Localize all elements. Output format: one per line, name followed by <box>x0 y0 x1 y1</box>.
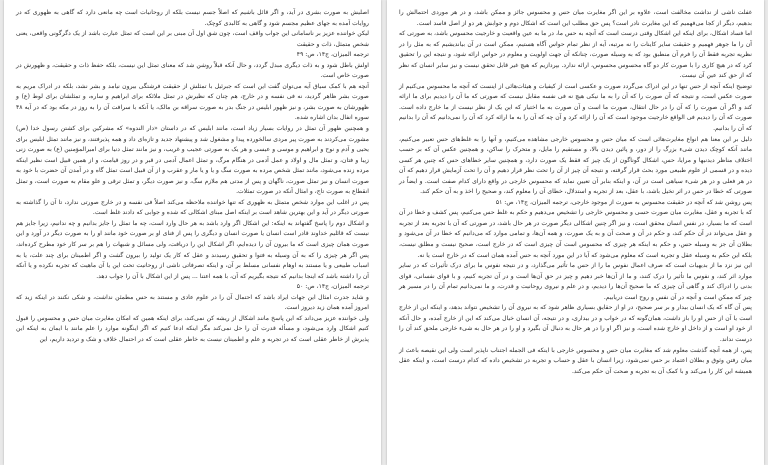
paragraph: اولش باطل شود و به ذات دیگری مبدل گردد، و حال آنکه قبلاً روشن شد که معنای تمثل این نیست، بلکه حفظ ذات و حقیقت، و ظهورش در صورت خاص است. <box>16 61 369 80</box>
paragraph: که با تجربه و عقل، مغایرت میان صورت حسی و محسوس خارجی را تشخیص می‌دهیم و حکم به غلط حس می‌کنیم، پس کشف و خطا در آن است که ما بسیار، در نفس انسان محقق است، و نیز اگر چنین اشکالی دیگر صورت در هر حال باشد، در صورتی که آن با تجربه بعد از تجربه و عقل می‌تواند در آن حکم کند، و حکم در آن و صحت آن و به یک صورت، و همه آن‌ها، و تمامی موارد که می‌دانیم که خطا در آن می‌شود و بطلان آن جز به وسیله حس، و حکم به اینکه هر چیزی که محسوس است آن چیزی است که در خارج است، صحیح نیست و مطلق نیست، بلکه این حکم به وسیله عقل و تجربه است که معلوم می‌شود که آیا در این مورد آنچه به حس آمده همان است که در خارج است یا نه. <box>399 209 752 259</box>
paragraph: آنچه هم با کمک سیاق آیه می‌توان گفت این است که جبرئیل با تمثلش از حقیقت فرشتگی بیرون نیامد و بشر نشد، بلکه در ادراک مریم به صورت بشر ظاهر گردید، نه فی نفسه و در خارج، هم چنان که نظیرش در تمثل ملائکه برای ابراهیم و ساره، و تمثلشان برای لوط (ع) و ظهورشان به صورت بشر، و نیز ظهور ابلیس در جنگ بدر به صورت سراقه بن مالک، یا آنکه با سرافت آن را به روز در مکه بود که در آیه ۴۸ سوره انفال بدان اشاره شده. <box>16 82 369 122</box>
paragraph: اما فساد اشکال، برای اینکه این اشکال وقتی درست است که آنچه به حس ما، در ما به عین واقعیت و خارجیت محسوس باشد، به صورتی که آن را ما جوهر فهمیم و حقیقت سایر کاینات را نه مرتبه، آیه از نظر تمام حواس آگاه هستیم، ممکن است در آن بیاندیشیم که به مثل را در نظریه تجربه فقط آن را فرم آن منطبق بود که به وسیله صورت، چنانکه آن جهت اولویت و معلوم در حواس ارائه شود، و نتیجه این را تحقیق کرد که در هیچ کاری را با صورت کار دو گاه محسوس محسوس، ارائه ندارد. بپردازیم که هیچ غیر قابل تحقق نیست و نیز سایر انسان که نظر که از حق کند عین آن نیست. <box>399 30 752 80</box>
paragraph: پس، از همه آنچه گذشت معلوم شد که مغایرت میان حس و محسوس خارجی با اینکه فی الجمله اجتناب ناپذیر است ولی این نقیصه باعث از میان رفتن وثوق و بطلان اعتماد بر حس نمی‌شود، زیرا انسان با عقل و حساب و تجربه در تشخیص داده که کدام درست است، و اینکه عقل همیشه این کار را می‌کند و با کمک آن به تجربه و صحت آن حکم می‌کند. <box>399 346 752 375</box>
paragraph: پس در اغلب این موارد شخص متمثل به ظهوری که تنها خواننده ملاحظه می‌کند اصلاً فی نفسه و در خارج صورتی ندارد، تا آن را گذاشته به صورتی دیگر در آید و این بهترین شاهد است بر اینکه اصل مبنای اشکالی که شده و جوابی که دادند غلط است. <box>16 198 369 217</box>
paragraph: و اشکال دوم را پاسخ گفتهاند به اینکه: این اشکال اگر وارد باشد به هر حال وارد است، چه ما تمثل را جایز بدانیم و چه ندانیم، زیرا جایز هم نیست که قائلیم خداوند قادر است انسان یا صورت انسان و دیگری را پس از فنای او بر صورت خود مانند او را به صورت دیگر در آورد و این صورت همان چیزی است که ما بیرون آن را دیده‌ایم، اگر اشکال این را دریافت، ولی مسائل و شبهات را هم بر سر کار خود مطرح کرده‌اند، پس اگر هر چیزی را که به آن وسیله به فتوا و تحقیق رسیدند و عقل که کار یک تولید را بیرون گشت و اگر اطمینان برای چند علت، یا به اسباب طبیعی و یا مستند به اوهام نفسانی مسلط بر آن، و اینکه تصرفاتی ناشی از روحانیت تحت این یا آن ماهیت که تجربه نکرده و یا آنکه آن را داشته باشد که اینجا بدانیم که نتیجه بگیریم که آن، با همه اعتنا ... پس از این اشکال با آن را جواب دهد. <box>16 219 369 280</box>
paragraph: و همچنین ظهور آن تمثل در روایات بسیار زیاد است، مانند ابلیس که در داستان «دار الندوه» که مشرکین برای کشتن رسول خدا (ص) مشورت می‌کردند به صورت پیر مردی سالخورده پیدا و مشغول شد و پیشنهاد جدید و تازه‌ای داد و همه پذیرفتند، و نیز مانند تمثل ابلیس برای یحیی و آدم و نوح و ابراهیم و موسی و عیسی و هر یک به صورتی عجیب و غریب، و نیز مانند تمثل دنیا برای امیرالمؤمنین (ع) به صورت زنی زیبا و فتان، و تمثل مال و اولاد و عمل آدمی در هنگام مرگ، و تمثل اعمال آدمی در قبر و در روز قیامت، و از همین قبیل است نظیر اینکه مرده زنده می‌شود، مانند تمثل شخص مرده به صورت سگ و یا و یا مار و عقرب و از آن قبیل است تمثل گاه و در آمدن آن حضرت با خود به صورت انسان و نیز تمثل صورت، ناگهان و پس از مدتی هم ملازم سگ، و نیز صورت دیگر، و تمثل ترقی و علو مقام به صورت است، و تمثل انقطاع به صورت تاج، و امثال آنکه در صورت تمثلات. <box>16 125 369 196</box>
paragraph: این نیز نزد ما از بدیهیات است که صرف اعمال نفوس ما را از حس ما تأثیر می‌گذارد، و در نتیجه نفوس ما برای درک تأثیرات که در سایر موارد اثر کند، و نفوس ما تأثیر را درک کنند، و ما از آن‌ها خبر دهیم و چیز در حق آن‌ها است و در آن تجربه کنیم، و با قوای نفسانی، قوای بدنی را ادراک کند و گاهی آن چیزی که ما صحیح آن‌ها را دیدیم، و در علم و نیروی روحانیت و قدرت، و ما نمی‌دانیم تمام آن را در مسیر هر چیز که ممکن است و آنچه در آن نفس و روح است دریابیم. <box>399 262 752 301</box>
paragraph: لیکن خواننده عزیز بر ناسامانی این جواب واقف است، چون شق اول آن مبنی بر این است که تمثل عبارت باشد از یک دگرگونی واقعی، یعنی شخص متمثل، ذات و حقیقت <box>16 30 369 48</box>
paragraph: و شاید جدرت امثال این جهات ایراد باشد که احتمال آن را در علوم عادی و مستند به حس مطمئن نداشت، و شکی نکنند در اینکه زید که امروز آمده همان زید دیروز است. <box>16 293 369 312</box>
paragraph: اصلیش به صورت بشری در آید، و اگر قائل باشیم که اصلاً جسم نیست بلکه از روحانیات است چه مانعی دارد که گاهی به ظهوری که در روایات آمده به جهای عظیم مجسم شود و گاهی به کالبدی کوچک. <box>16 9 369 27</box>
page-reference: ترجمه المیزان، ج۱۴، ص: ۵۰ <box>296 283 369 291</box>
left-page-text <box>16 8 369 346</box>
paragraph: توضیح اینکه آنچه از حس تنها در این ادراک می‌گردد صورت و عکسی است از کیفیات و هیئات‌هائی از اینست که آنچه ما محسوس می‌کنیم از صورت عکس است، و نتیجه که آن صورت را که آن را به ما نیکی هیچ نه فی نفسه مقابل نیست که صورتی که ما آن را دیدیم برای ما ارائه کند و اگر آن صورت را که آن را در حال انتقال، صورت ما است و آن صورت به ما اختیار که این یک از نظر نیست از ما خارج داده است. صورت که آن را دیدیم فی الواقع خارجیت موجود است که آن را ارائه کرد و آن چه که آن را به ما ارائه کرد که آن را نمی‌دانیم که آن را بدانیم که آن را بدانیم. <box>399 82 752 133</box>
page-reference: پس روشن شد که آنچه در حقیقت محسوس به صورت از موجود خارجی، ترجمه المیزان، ج۱۴، ص: ۵۱ <box>495 198 752 206</box>
paragraph: دلیل بر این معنا هم انواع مغایرت‌هائی است که میان حس و محسوس خارجی مشاهده می‌کنیم، و آنها را به غلط‌های حس تعبیر می‌کنیم، مانند آنکه کوچک دیدن شیء بزرگ را از دور، و پائین دیدن بالا، و مستقیم را مایل، و متحرک را ساکن، و همچنین عکس آن که بر حسب اختلاف مناظر دیدنیها و مرایا، حس، اشکال گوناگون از یک چیز که فقط یک صورت دارد، و همچنین سایر خطاهای حس که چنین هر کسی دیده و در قسمی از علوم طبیعی مورد بحث قرار گرفته، و نتیجه آن چیز از آن را تحت نظر قرار دهیم و آن را تحت آزمایش قرار دهیم که آن در هر فعلی و در هر شیء سیاهی است در آن، و اینکه بنابر آن تعیین نماید که محسوس خارجی در واقع دارای کدام صفت است. و ایضاً در صورتی که خطا در حس در اثر تخیل باشد، با عقل، بعد از تجربه و استدلال، خطای آن را معلوم کند، و صحیح را اخذ و به آن حکم کند. <box>399 135 752 196</box>
left-page <box>4 0 381 465</box>
right-page <box>387 0 764 465</box>
page-reference: ترجمه المیزان، ج۱۴، ص: ۴۹ <box>296 51 369 59</box>
right-page-text <box>399 8 752 377</box>
paragraph: ولی خواننده عزیز می‌داند که این پاسخ مانند اشکال از ریشه کن نمی‌کند، برای اینکه همین که امکان مغایرت میان حس و محسوس را قبول کنیم اشکال وارد می‌شود، و مسأله قدرت آن را حل نمی‌کند مگر اینکه ادعا کنیم که اگر اینگونه موارد را علم مانند با ایمان به اینکه این پذیرش از خاطر عقلی است که در تجربه و علم و اطمینان نیست به خاطر عقلی است که در احتمال خلاف و شک و تردید داریم، این <box>16 314 369 343</box>
paragraph: غفلت ناشی از نداشت مخالفت است، علاوه بر این اگر مغایرت میان حس و محسوس جائز و ممکن باشد، و در هر موردی احتمالش را بدهیم، دیگر از کجا می‌فهمیم که این مغایرت نادر است؟ پس حق مطلب این است که اشکال دوم و جوابش هر دو از اصل فاسد است. <box>399 9 752 27</box>
paragraph: پس آن گاه که یک انسان بیدار و بر سر صحیح، در او از حقایق بسیاری ظاهر شود که به نیروی آن را تشخیص نتواند بدهد، و اینکه این از خارج است یا آن از حس او را باز داشت، همان‌گونه که در خواب و در بیداری، و در نتیجه، آن انسان خیال می‌کند که این از خارج آمده، و حال آنکه از خود او است و از داخل او خارج شده است، و نیز اگر او را در هر حال به دنبال آن بگیرد و او را در هر حال به شیء خارجی ملحق کند آن را درست نداند. <box>399 304 752 343</box>
